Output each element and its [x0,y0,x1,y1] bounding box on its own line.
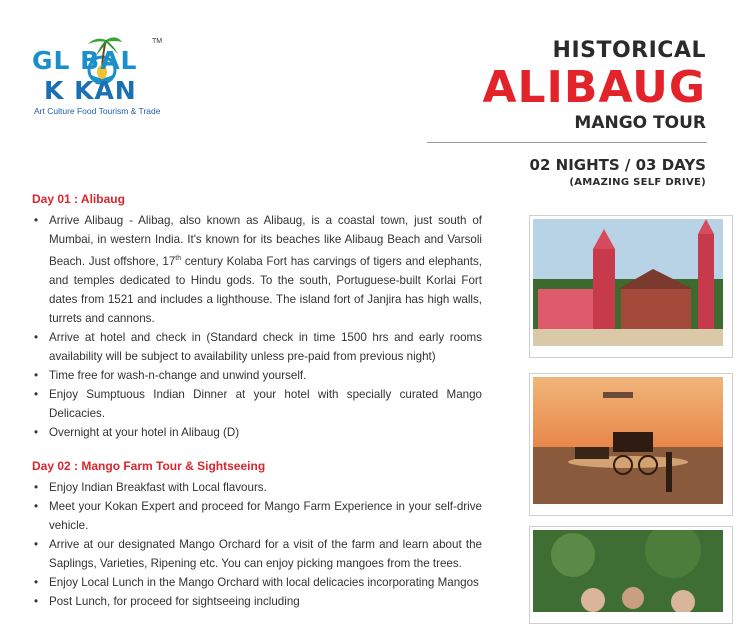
list-item: • Meet your Kokan Expert and proceed for Mango Farm Experience in your self-drive vehicle. [32,497,482,535]
tour-title [482,38,706,134]
logo-word-kokan: K KAN [44,76,137,105]
beach-cart-photo [529,373,733,516]
list-item: • Post Lunch, for proceed for sightseeing including [32,592,482,611]
day-2-list [32,478,482,611]
tour-duration [530,155,706,191]
logo-tagline: Art Culture Food Tourism & Trade [34,106,161,116]
list-item: • Overnight at your hotel in Alibaug (D) [32,423,482,442]
day-2-heading: Day 02 : Mango Farm Tour & Sightseeing [32,458,266,473]
list-item: • Arrive at hotel and check in (Standard check in time 1500 hrs and early rooms availability will be subject to availability unless pre-paid from previous night) [32,328,482,366]
list-item: • Enjoy Indian Breakfast with Local flavours. [32,478,482,497]
mango-orchard-photo [529,526,733,624]
global-kokan-logo [30,34,180,114]
title-line-mango-tour: MANGO TOUR [574,113,706,133]
trademark-mark: TM [152,38,163,45]
itinerary [32,190,482,611]
day-1-list [32,211,482,442]
day-1-heading: Day 01 : Alibaug [32,192,125,206]
list-item: • Time free for wash-n-change and unwind yourself. [32,366,482,385]
temple-photo [529,215,733,358]
list-item: • Arrive Alibaug - Alibag, also known as Alibaug, is a coastal town, just south of Mumbai, in western India. It's known for its beaches like Alibaug Beach and Varsoli Beach. Just offshore, 17th century Kolaba Fort has carvings of tigers and elephants, and temples dedicated to Hindu gods. To the south, Portuguese-built Korlai Fort dates from 1521 and includes a lighthouse. The island fort of Janjira has high walls, turrets and cannons. [32,211,482,328]
list-item: • Enjoy Local Lunch in the Mango Orchard with local delicacies incorporating Mangos [32,573,482,592]
title-divider [427,142,707,143]
title-line-historical: HISTORICAL [552,38,706,63]
logo-word-global: GL BAL [32,46,138,75]
list-item: • Enjoy Sumptuous Indian Dinner at your hotel with specially curated Mango Delicacies. [32,385,482,423]
duration-nights-days: 02 NIGHTS / 03 DAYS [529,156,706,174]
list-item: • Arrive at our designated Mango Orchard for a visit of the farm and learn about the Saplings, Varieties, Ripening etc. You can enjoy picking mangoes from the trees. [32,535,482,573]
title-line-alibaug: ALIBAUG [482,62,706,113]
duration-note: (AMAZING SELF DRIVE) [569,177,706,188]
